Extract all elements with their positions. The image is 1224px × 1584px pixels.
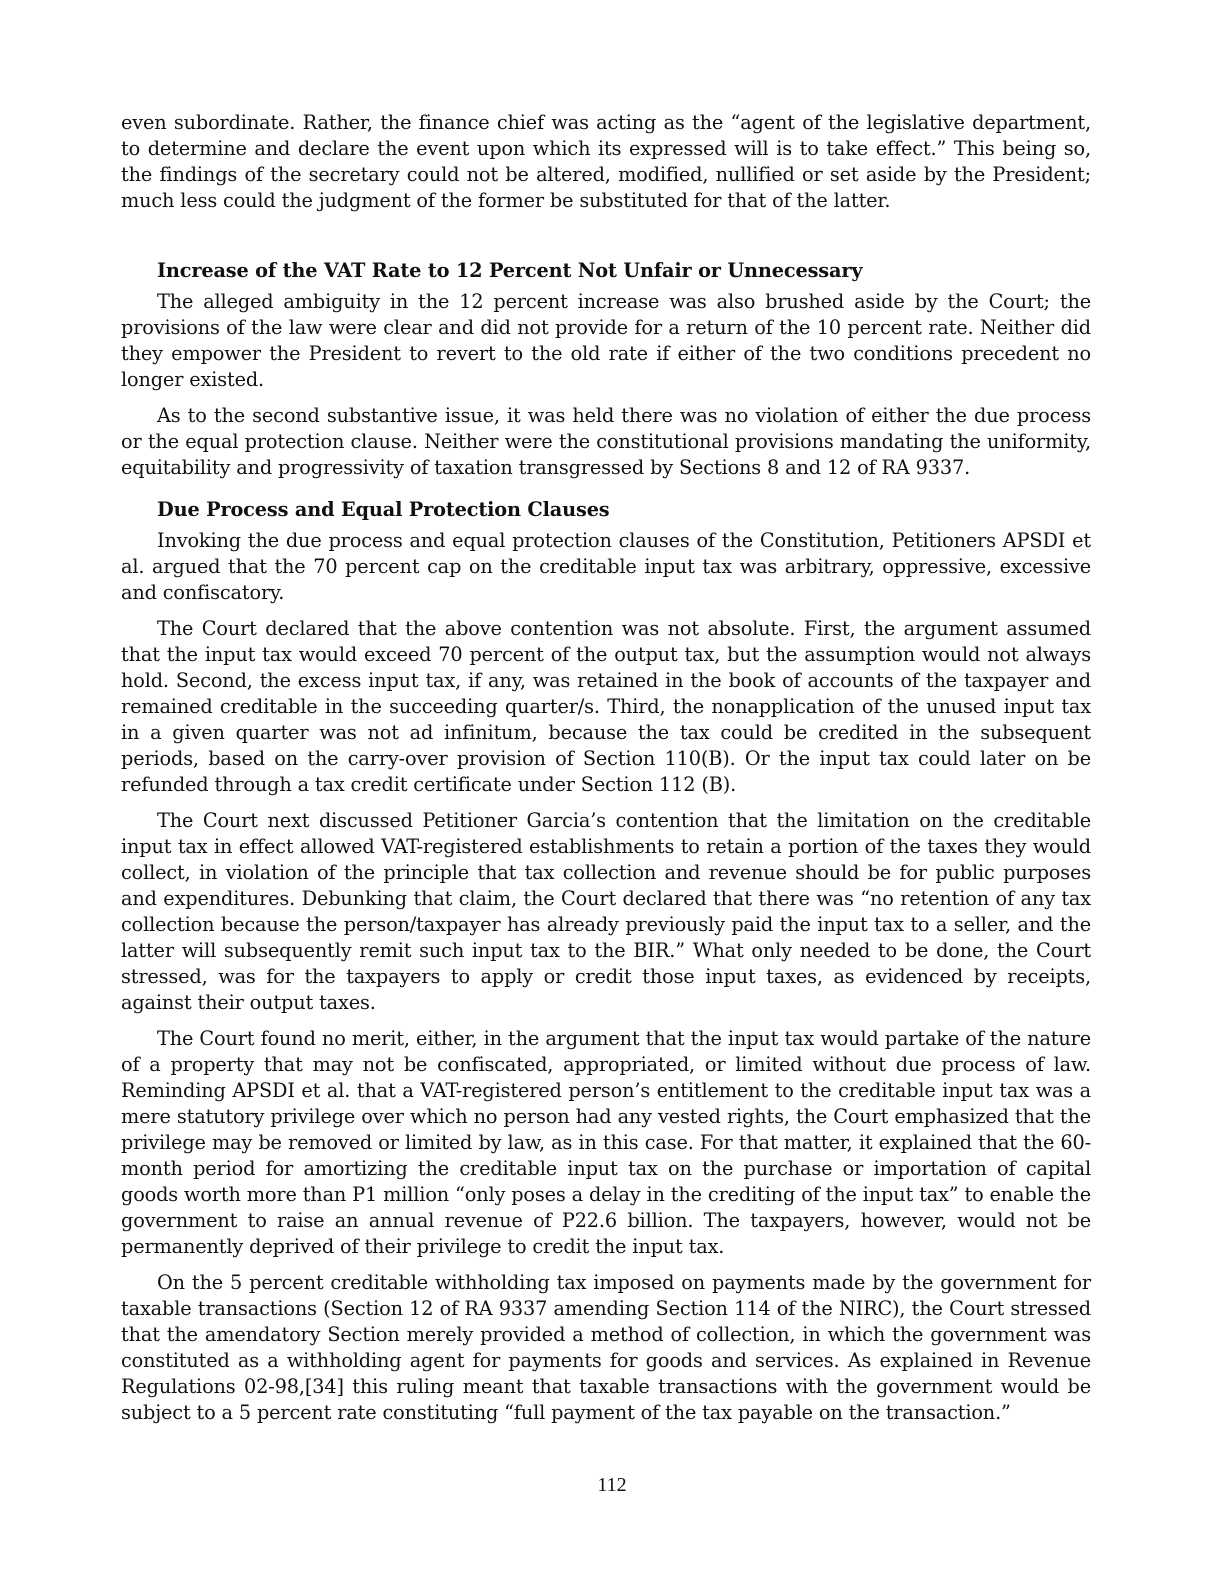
paragraph-court-declaration: The Court declared that the above contention was not absolute. First, the argument assumed that the input tax would exceed 70 percent of the output tax, but the assumption would not always hold. Second, the excess input tax, if any, was retained in the book of accounts of the taxpayer and remained creditable in the succeeding quarter/s. Third, the nonapplication of the unused input tax in a given quarter was not ad infinitum, because the tax could be credited in the subsequent periods, based on the carry-over provision of Section 110(B). Or the input tax could later on be refunded through a tax credit certificate under Section 112 (B).	[121, 617, 1091, 796]
paragraph-second-issue: As to the second substantive issue, it was held there was no violation of either the due process or the equal protection clause. Neither were the constitutional provisions mandating the uniformity, equitability and progressivity of taxation transgressed by Sections 8 and 12 of RA 9337.	[121, 404, 1091, 479]
document-body	[121, 110, 1091, 1436]
paragraph-continuation: even subordinate. Rather, the finance chief was acting as the “agent of the legislative department, to determine and declare the event upon which its expressed will is to take effect.” This being so, the findings of the secretary could not be altered, modified, nullified or set aside by the President; much less could the judgment of the former be substituted for that of the latter.	[121, 111, 1091, 212]
paragraph-withholding-tax: On the 5 percent creditable withholding tax imposed on payments made by the government for taxable transactions (Section 12 of RA 9337 amending Section 114 of the NIRC), the Court stressed that the amendatory Section merely provided a method of collection, in which the government was constituted as a withholding agent for payments for goods and services. As explained in Revenue Regulations 02-98,[34] this ruling meant that taxable transactions with the government would be subject to a 5 percent rate constituting “full payment of the tax payable on the transaction.”	[121, 1271, 1091, 1424]
section-heading-vat-rate: Increase of the VAT Rate to 12 Percent Not Unfair or Unnecessary	[157, 259, 863, 282]
paragraph-apsdi-argument: Invoking the due process and equal protection clauses of the Constitution, Petitioners APSDI et al. argued that the 70 percent cap on the creditable input tax was arbitrary, oppressive, excessive and confiscatory.	[121, 529, 1091, 604]
paragraph-garcia-contention: The Court next discussed Petitioner Garcia’s contention that the limitation on the creditable input tax in effect allowed VAT-registered establishments to retain a portion of the taxes they would collect, in violation of the principle that tax collection and revenue should be for public purposes and expenditures. Debunking that claim, the Court declared that there was “no retention of any tax collection because the person/taxpayer has already previously paid the input tax to a seller, and the latter will subsequently remit such input tax to the BIR.” What only needed to be done, the Court stressed, was for the taxpayers to apply or credit those input taxes, as evidenced by receipts, against their output taxes.	[121, 809, 1091, 1014]
paragraph-ambiguity: The alleged ambiguity in the 12 percent increase was also brushed aside by the Court; the provisions of the law were clear and did not provide for a return of the 10 percent rate. Neither did they empower the President to revert to the old rate if either of the two conditions precedent no longer existed.	[121, 290, 1091, 391]
section-heading-due-process: Due Process and Equal Protection Clauses	[157, 498, 610, 521]
page-number: 112	[597, 1474, 627, 1496]
paragraph-property-argument: The Court found no merit, either, in the argument that the input tax would partake of the nature of a property that may not be confiscated, appropriated, or limited without due process of law. Reminding APSDI et al. that a VAT-registered person’s entitlement to the creditable input tax was a mere statutory privilege over which no person had any vested rights, the Court emphasized that the privilege may be removed or limited by law, as in this case. For that matter, it explained that the 60-month period for amortizing the creditable input tax on the purchase or importation of capital goods worth more than P1 million “only poses a delay in the crediting of the input tax” to enable the government to raise an annual revenue of P22.6 billion. The taxpayers, however, would not be permanently deprived of their privilege to credit the input tax.	[121, 1027, 1091, 1258]
section-spacer	[121, 224, 1091, 258]
